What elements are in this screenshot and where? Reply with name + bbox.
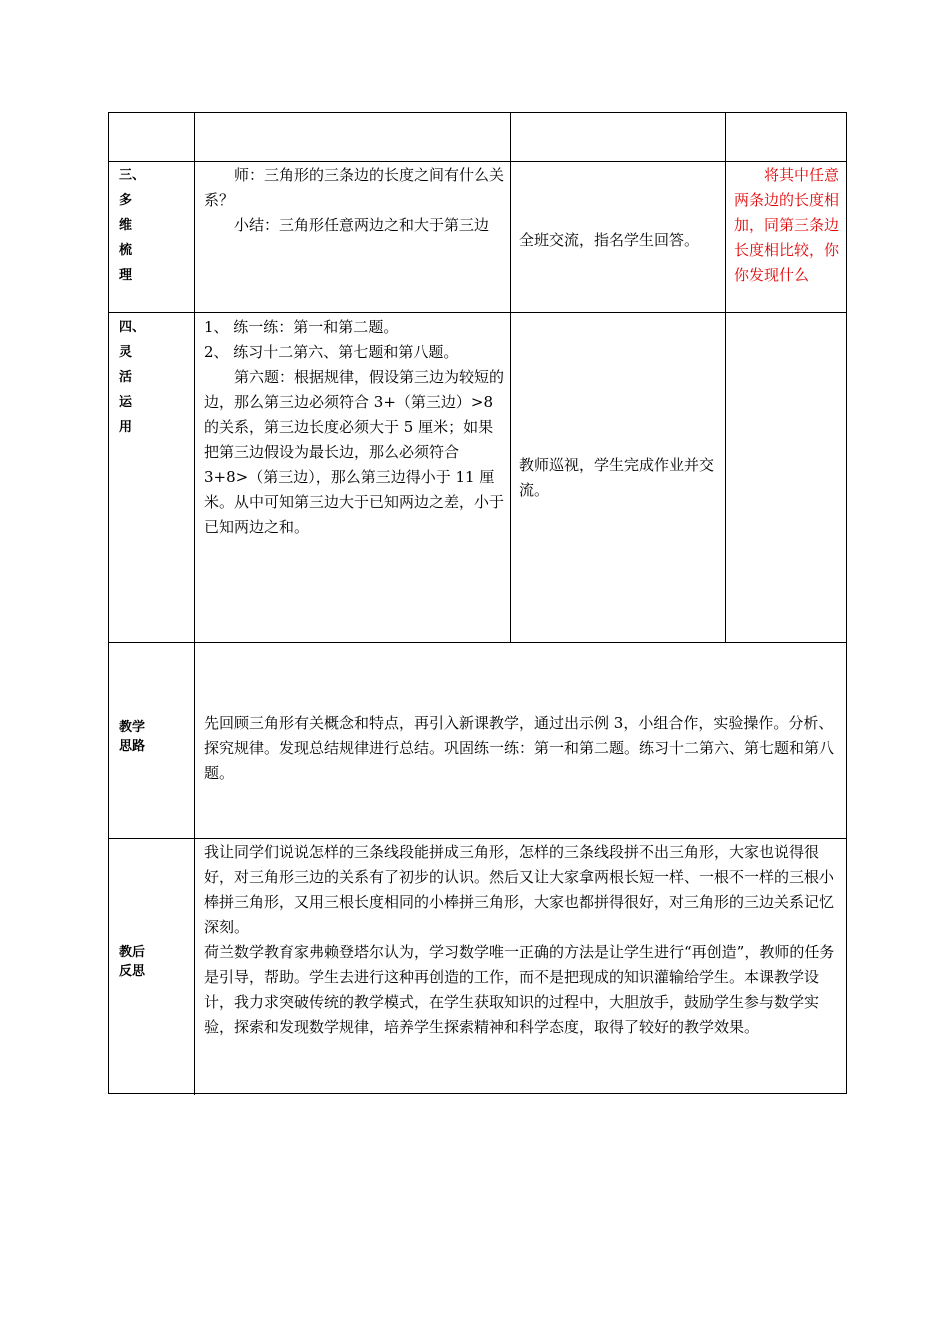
reflection-content bbox=[204, 840, 842, 1040]
section-three-label bbox=[119, 163, 145, 288]
exercise-detail: 第六题：根据规律，假设第三边为较短的边，那么第三边必须符合 3+（第三边）>8 的关系，第三边长度必须大于 5 厘米；如果把第三边假设为最长边，那么必须符合 3+8>（第三边），那么第三边得小于 11 厘米。从中可知第三边大于已知两边之差，小于已知两边之和。 bbox=[204, 368, 505, 536]
label-line: 思路 bbox=[119, 739, 146, 754]
row-divider bbox=[109, 312, 846, 313]
teacher-question: 师：三角形的三条边的长度之间有什么关系？ bbox=[204, 166, 505, 209]
label-line: 用 bbox=[119, 420, 133, 435]
label-line: 运 bbox=[119, 395, 133, 410]
reflection-paragraph: 我让同学们说说怎样的三条线段能拼成三角形，怎样的三条线段拼不出三角形，大家也说得很好，对三角形三边的关系有了初步的认识。然后又让大家拿两根长短一样、一根不一样的三根小棒拼三角形，又用三根长度相同的小棒拼三角形，大家也都拼得很好，对三角形的三边关系记忆深刻。 bbox=[204, 843, 835, 936]
column-divider bbox=[725, 113, 726, 643]
column-divider bbox=[510, 113, 511, 643]
column-divider bbox=[194, 113, 195, 1095]
lesson-table bbox=[108, 112, 847, 1094]
label-line: 理 bbox=[119, 268, 133, 283]
row-divider bbox=[109, 838, 846, 839]
section-four-activity: 教师巡视，学生完成作业并交流。 bbox=[519, 456, 715, 499]
teaching-idea-label bbox=[119, 718, 145, 756]
label-line: 活 bbox=[119, 370, 133, 385]
section-three-activity: 全班交流，指名学生回答。 bbox=[519, 231, 700, 249]
note-text: 将其中任意两条边的长度相加，同第三条边长度相比较，你你发现什么 bbox=[734, 166, 840, 284]
exercise-item: 1、 练一练：第一和第二题。 bbox=[204, 318, 399, 336]
label-line: 灵 bbox=[119, 345, 133, 360]
label-line: 反思 bbox=[119, 964, 146, 979]
section-three-content bbox=[204, 163, 504, 238]
summary-text: 小结：三角形任意两边之和大于第三边 bbox=[234, 216, 490, 234]
label-line: 维 bbox=[119, 218, 133, 233]
reflection-label bbox=[119, 943, 145, 981]
label-line: 梳 bbox=[119, 243, 133, 258]
section-three-note bbox=[734, 163, 842, 288]
teaching-idea-content: 先回顾三角形有关概念和特点，再引入新课教学，通过出示例 3，小组合作，实验操作。分析、探究规律。发现总结规律进行总结。巩固练一练：第一和第二题。练习十二第六、第七题和第八题。 bbox=[204, 714, 835, 782]
reflection-paragraph: 荷兰数学教育家弗赖登塔尔认为，学习数学唯一正确的方法是让学生进行“再创造”，教师的任务是引导，帮助。学生去进行这种再创造的工作，而不是把现成的知识灌输给学生。本课教学设计，我力求突破传统的教学模式，在学生获取知识的过程中，大胆放手，鼓励学生参与数学实验，探索和发现数学规律，培养学生探索精神和科学态度，取得了较好的教学效果。 bbox=[204, 943, 835, 1036]
label-line: 多 bbox=[119, 193, 133, 208]
label-line: 教学 bbox=[119, 720, 146, 735]
label-line: 教后 bbox=[119, 945, 146, 960]
label-line: 四、 bbox=[119, 320, 146, 335]
exercise-item: 2、 练习十二第六、第七题和第八题。 bbox=[204, 343, 459, 361]
section-four-label bbox=[119, 315, 145, 440]
section-four-content bbox=[204, 315, 504, 540]
label-line: 三、 bbox=[119, 168, 146, 183]
row-divider bbox=[109, 161, 846, 162]
row-divider bbox=[109, 642, 846, 643]
